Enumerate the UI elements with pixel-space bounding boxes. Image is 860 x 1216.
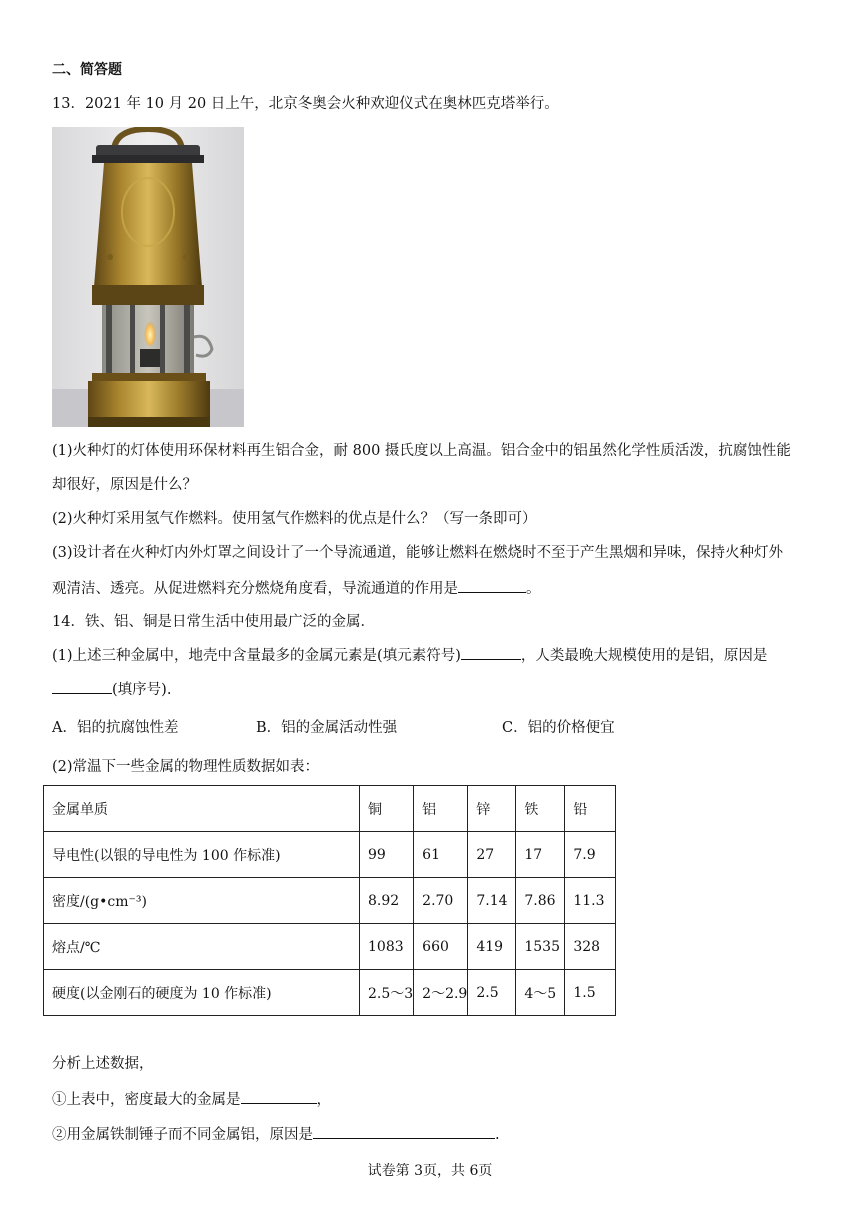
q13-part3-line2: [52, 578, 541, 599]
table-header-cell: 金属单质: [44, 786, 360, 832]
table-cell: 2～2.9: [414, 970, 468, 1016]
q14-part1-line1: [52, 645, 767, 666]
q14-stem: 14．铁、铝、铜是日常生活中使用最广泛的金属．: [52, 614, 375, 630]
q14-sub1-end: ，: [316, 1092, 331, 1108]
q14-sub2-end: .: [495, 1127, 500, 1143]
answer-blank[interactable]: [458, 578, 526, 593]
q14-part1-text: (1)上述三种金属中，地壳中含量最多的金属元素是(填元素符号): [52, 648, 461, 664]
q14-sub1-text: ①上表中，密度最大的金属是: [52, 1092, 241, 1108]
table-row: [44, 970, 616, 1016]
answer-blank[interactable]: [313, 1124, 495, 1139]
table-cell: 硬度(以金刚石的硬度为 10 作标准): [44, 970, 360, 1016]
table-cell: 419: [468, 924, 516, 970]
table-row: [44, 924, 616, 970]
table-cell: 328: [565, 924, 616, 970]
q14-sub1: [52, 1089, 331, 1110]
q13-part3-end: 。: [526, 581, 541, 597]
table-cell: 660: [414, 924, 468, 970]
q14-sub2: [52, 1124, 500, 1145]
q13-part2: (2)火种灯采用氢气作燃料。使用氢气作燃料的优点是什么？（写一条即可）: [52, 511, 537, 527]
answer-blank[interactable]: [241, 1089, 317, 1104]
q14-part1-line2: [52, 679, 171, 700]
q13-part1-line2: 却很好，原因是什么？: [52, 477, 197, 493]
q13-stem: 13．2021 年 10 月 20 日上午，北京冬奥会火种欢迎仪式在奥林匹克塔举行。: [52, 96, 559, 112]
table-cell: 密度/(g•cm⁻³): [44, 878, 360, 924]
answer-blank[interactable]: [461, 645, 521, 660]
q14-option-a: A．铝的抗腐蚀性差: [52, 720, 179, 736]
q14-part2-intro: (2)常温下一些金属的物理性质数据如表：: [52, 759, 320, 775]
table-row: [44, 878, 616, 924]
table-cell: 99: [360, 832, 414, 878]
table-header-cell: 铅: [565, 786, 616, 832]
q13-part3-text: 观清洁、透亮。从促进燃料充分燃烧角度看，导流通道的作用是: [52, 581, 458, 597]
table-cell: 熔点/℃: [44, 924, 360, 970]
table-header-row: [44, 786, 616, 832]
table-cell: 7.14: [468, 878, 516, 924]
table-cell: 7.9: [565, 832, 616, 878]
q14-option-b: B．铝的金属活动性强: [256, 720, 398, 736]
table-cell: 27: [468, 832, 516, 878]
table-cell: 1.5: [565, 970, 616, 1016]
table-row: [44, 832, 616, 878]
table-header-cell: 锌: [468, 786, 516, 832]
table-cell: 导电性(以银的导电性为 100 作标准): [44, 832, 360, 878]
table-cell: 61: [414, 832, 468, 878]
table-cell: 17: [516, 832, 565, 878]
table-cell: 2.5: [468, 970, 516, 1016]
table-cell: 7.86: [516, 878, 565, 924]
table-cell: 2.70: [414, 878, 468, 924]
q14-option-c: C．铝的价格便宜: [502, 720, 615, 736]
q14-part1-text-after: ，人类最晚大规模使用的是铝，原因是: [520, 648, 768, 664]
metal-properties-table: [43, 785, 616, 1016]
table-header-cell: 铁: [516, 786, 565, 832]
table-header-cell: 铝: [414, 786, 468, 832]
table-cell: 2.5～3: [360, 970, 414, 1016]
table-cell: 11.3: [565, 878, 616, 924]
table-header-cell: 铜: [360, 786, 414, 832]
table-cell: 8.92: [360, 878, 414, 924]
section-heading: 二、简答题: [52, 62, 122, 78]
q13-part3-line1: (3)设计者在火种灯内外灯罩之间设计了一个导流通道，能够让燃料在燃烧时不至于产生黑烟和异味，保持火种灯外: [52, 545, 784, 561]
q14-sub2-text: ②用金属铁制锤子而不同金属铝，原因是: [52, 1127, 313, 1143]
table-cell: 4～5: [516, 970, 565, 1016]
q14-part1-fill-hint: (填序号).: [112, 682, 172, 698]
table-cell: 1083: [360, 924, 414, 970]
torch-lamp-image: [52, 127, 244, 427]
answer-blank[interactable]: [52, 679, 112, 694]
table-cell: 1535: [516, 924, 565, 970]
page-footer: 试卷第 3页，共 6页: [367, 1163, 493, 1179]
analysis-intro: 分析上述数据，: [52, 1056, 154, 1072]
q13-part1-line1: (1)火种灯的灯体使用环保材料再生铝合金，耐 800 摄氏度以上高温。铝合金中的铝虽然化学性质活泼，抗腐蚀性能: [52, 443, 791, 459]
